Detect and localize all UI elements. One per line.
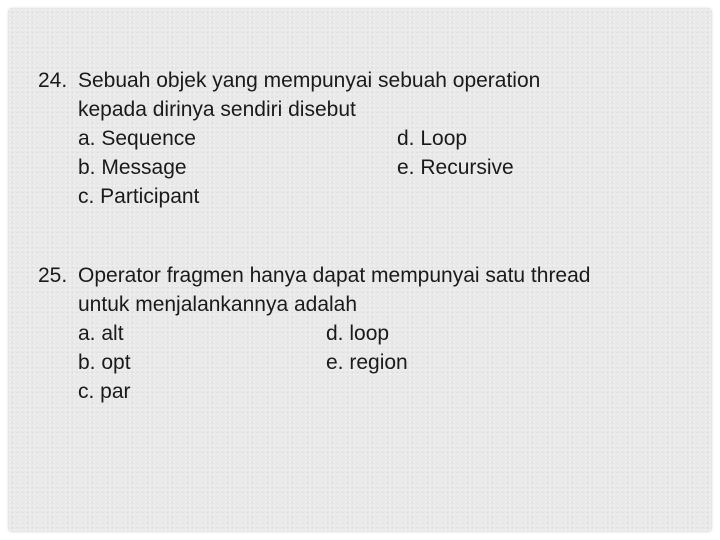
option-row [38,182,540,211]
option-row [38,153,540,182]
question-number: 24. [38,69,68,92]
question-stem-line2: kepada dirinya sendiri disebut [78,98,356,121]
question-number: 25. [38,264,68,287]
option-b: b. Message [78,156,187,179]
option-d: d. loop [326,322,390,345]
option-a: a. alt [78,322,124,345]
question-stem-line1 [38,261,590,290]
option-e: e. region [326,351,408,374]
question-24 [38,66,540,211]
option-d: d. Loop [397,127,468,150]
option-a: a. Sequence [78,127,196,150]
question-25 [38,261,590,406]
question-text: Sebuah objek yang mempunyai sebuah operation [78,69,541,92]
question-text: Operator fragmen hanya dapat mempunyai satu thread [78,264,591,287]
option-e: e. Recursive [397,156,514,179]
option-row [38,348,590,377]
option-b: b. opt [78,351,131,374]
option-row [38,377,590,406]
question-stem-line1 [38,66,540,95]
option-c: c. Participant [78,185,200,208]
option-row [38,319,590,348]
option-row [38,124,540,153]
question-stem-line2: untuk menjalankannya adalah [78,293,358,316]
option-c: c. par [78,380,131,403]
